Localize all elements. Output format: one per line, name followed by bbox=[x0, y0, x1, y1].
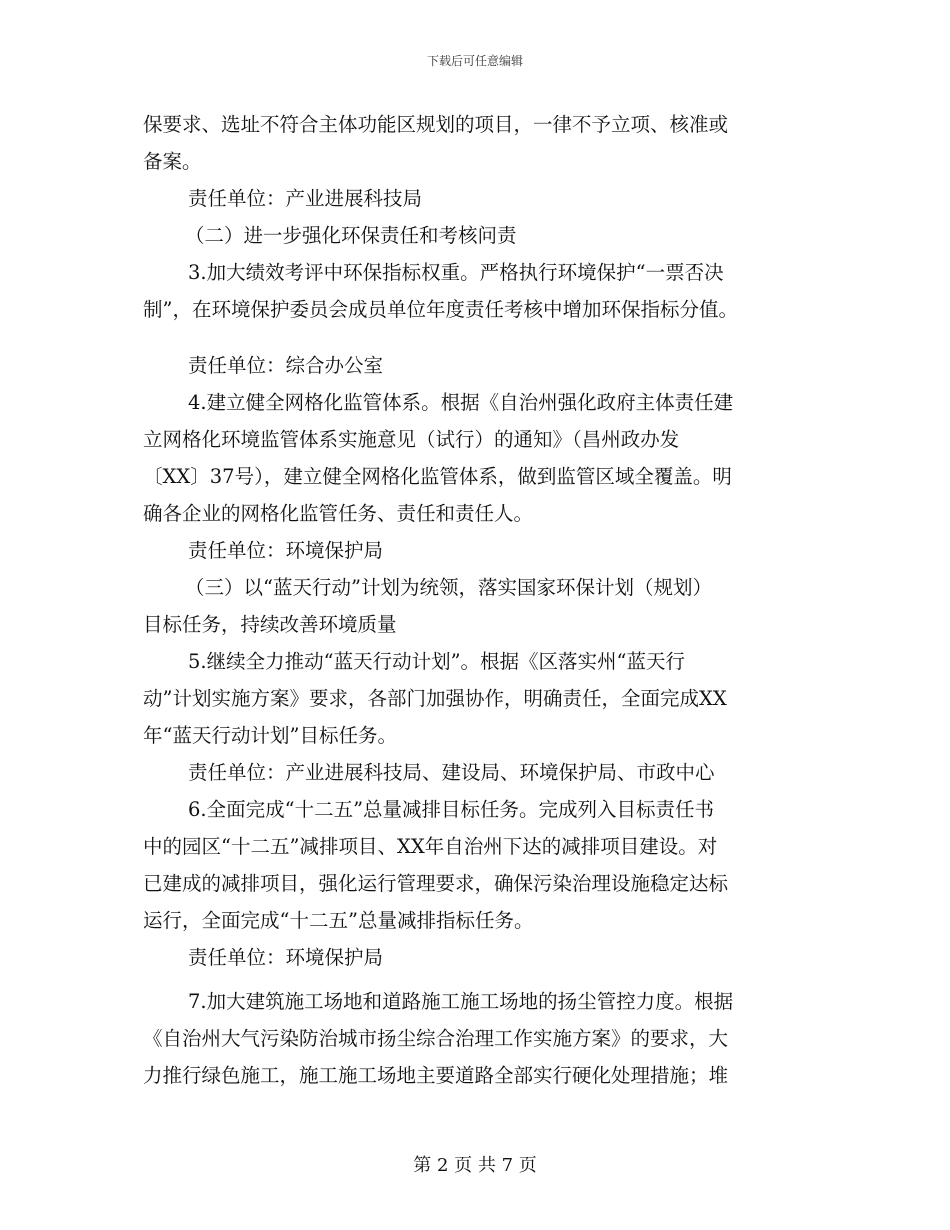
body-line: 《自治州大气污染防治城市扬尘综合治理工作实施方案》的要求，大 bbox=[143, 1027, 729, 1050]
responsible-unit-line: 责任单位：环境保护局 bbox=[188, 539, 384, 562]
body-line: 目标任务，持续改善环境质量 bbox=[143, 613, 397, 636]
responsible-unit-line: 责任单位：产业进展科技局、建设局、环境保护局、市政中心 bbox=[188, 761, 715, 784]
body-line: 已建成的减排项目，强化运行管理要求，确保污染治理设施稳定达标 bbox=[143, 872, 729, 895]
body-line: 备案。 bbox=[143, 150, 202, 173]
body-line: 5.继续全力推动“蓝天行动计划”。根据《区落实州“蓝天行 bbox=[188, 650, 686, 673]
responsible-unit-line: 责任单位：产业进展科技局 bbox=[188, 187, 423, 210]
body-line: 4.建立健全网格化监管体系。根据《自治州强化政府主体责任建 bbox=[188, 391, 734, 414]
body-line: 年“蓝天行动计划”目标任务。 bbox=[143, 724, 397, 747]
body-line: 中的园区“十二五”减排项目、XX年自治州下达的减排项目建设。对 bbox=[143, 835, 718, 858]
section-heading: （二）进一步强化环保责任和考核问责 bbox=[185, 224, 517, 247]
responsible-unit-line: 责任单位：环境保护局 bbox=[188, 946, 384, 969]
body-line: 3.加大绩效考评中环保指标权重。严格执行环境保护“一票否决 bbox=[188, 261, 724, 284]
body-line: 运行，全面完成“十二五”总量减排指标任务。 bbox=[143, 909, 534, 932]
body-line: 保要求、选址不符合主体功能区规划的项目，一律不予立项、核准或 bbox=[143, 113, 729, 136]
body-line: 7.加大建筑施工场地和道路施工施工场地的扬尘管控力度。根据 bbox=[188, 990, 734, 1013]
body-line: 6.全面完成“十二五”总量减排目标任务。完成列入目标责任书 bbox=[188, 798, 715, 821]
body-line: 动”计划实施方案》要求，各部门加强协作，明确责任，全面完成XX bbox=[143, 687, 727, 710]
body-line: 制”，在环境保护委员会成员单位年度责任考核中增加环保指标分值。 bbox=[143, 298, 738, 321]
body-line: 〔XX〕37号），建立健全网格化监管体系，做到监管区域全覆盖。明 bbox=[143, 465, 732, 488]
page-header: 下载后可任意编辑 bbox=[426, 54, 523, 68]
body-line: 力推行绿色施工，施工施工场地主要道路全部实行硬化处理措施；堆 bbox=[143, 1064, 729, 1087]
body-line: 确各企业的网格化监管任务、责任和责任人。 bbox=[143, 502, 534, 525]
section-heading: （三）以“蓝天行动”计划为统领，落实国家环保计划（规划） bbox=[185, 576, 712, 599]
page-number-footer: 第 2 页 共 7 页 bbox=[413, 1155, 537, 1176]
body-line: 立网格化环境监管体系实施意见（试行）的通知》（昌州政办发 bbox=[143, 428, 680, 451]
responsible-unit-line: 责任单位：综合办公室 bbox=[188, 354, 384, 377]
document-body bbox=[143, 106, 813, 1094]
